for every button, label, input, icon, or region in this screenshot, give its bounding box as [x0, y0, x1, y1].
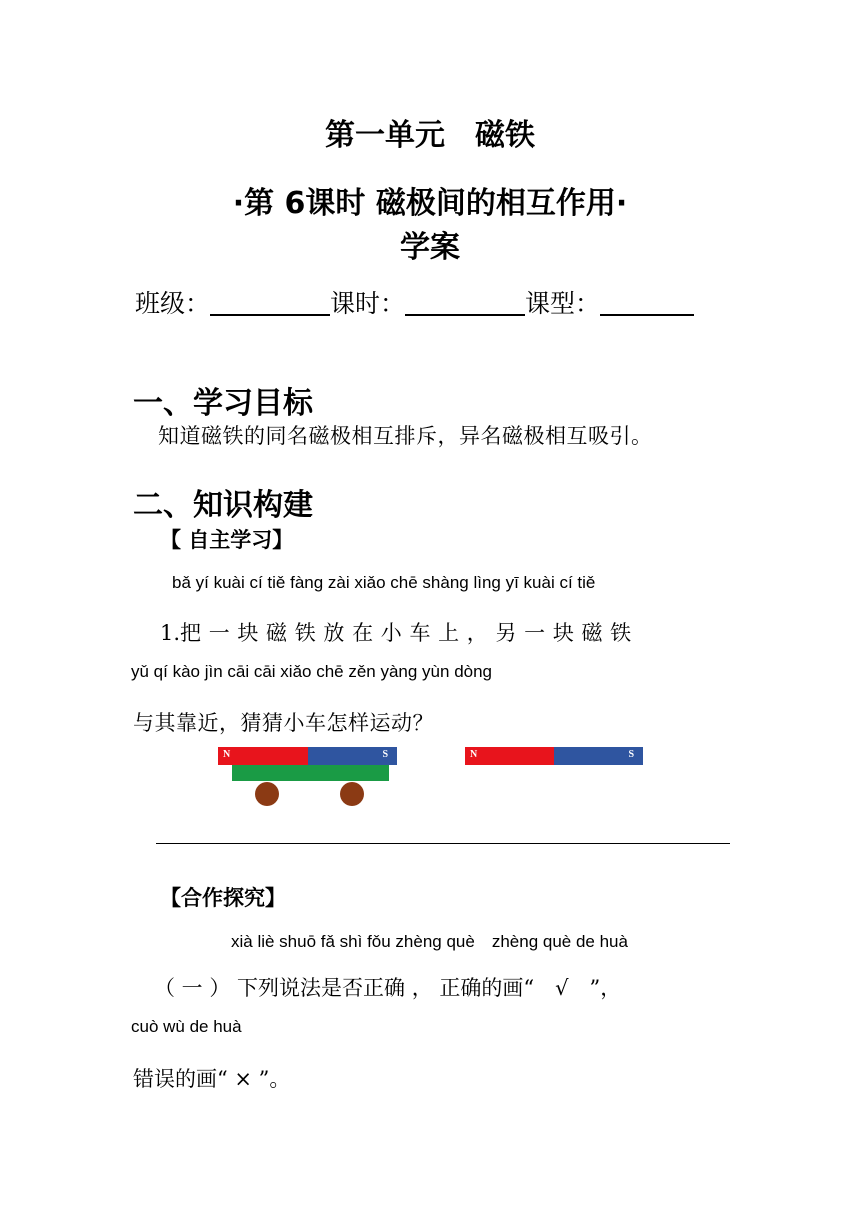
section-knowledge-heading: 二、知识构建 — [133, 488, 313, 523]
left-magnet-south — [308, 747, 397, 765]
type-label: 课型： — [525, 289, 601, 318]
right-magnet-south-label: S — [628, 749, 634, 760]
q2-text-line1: （ 一 ） 下列说法是否正确 ， 正确的画“ √ ”， — [154, 976, 622, 1000]
unit-title: 第一单元 磁铁 — [325, 118, 535, 153]
right-magnet-north-label: N — [470, 749, 478, 760]
right-magnet-south — [554, 747, 643, 765]
cart-body — [232, 765, 389, 781]
cart-wheel-right — [340, 782, 364, 806]
q2-text-line2: 错误的画“ × ”。 — [133, 1067, 291, 1091]
section-objectives-heading: 一、学习目标 — [133, 386, 313, 421]
info-line — [135, 284, 694, 320]
period-blank[interactable] — [405, 288, 525, 316]
left-magnet-north-label: N — [223, 749, 231, 760]
q1-text-line1: 1.把 一 块 磁 铁 放 在 小 车 上 ， 另 一 块 磁 铁 — [160, 621, 632, 645]
answer-line[interactable] — [156, 843, 730, 844]
q1-pinyin-line2: yǔ qí kào jìn cāi cāi xiǎo chē zěn yàng yùn dòng — [131, 662, 493, 681]
left-magnet-south-label: S — [382, 749, 388, 760]
cart-wheel-left — [255, 782, 279, 806]
q1-text-line2: 与其靠近，猜猜小车怎样运动？ — [133, 711, 434, 735]
q1-pinyin-line1: bǎ yí kuài cí tiě fàng zài xiǎo chē shàng lìng yī kuài cí tiě — [172, 573, 596, 592]
objectives-text: 知道磁铁的同名磁极相互排斥，异名磁极相互吸引。 — [158, 424, 653, 448]
doc-type-title: 学案 — [400, 230, 460, 265]
cooperative-label: 【合作探究】 — [160, 886, 286, 910]
type-blank[interactable] — [600, 288, 694, 316]
class-blank[interactable] — [210, 288, 330, 316]
q2-pinyin-line2: cuò wù de huà — [131, 1017, 242, 1036]
left-magnet-north — [218, 747, 308, 765]
lesson-title: ·第 6课时 磁极间的相互作用· — [232, 186, 628, 221]
self-study-label: 【 自主学习】 — [160, 528, 294, 552]
q2-pinyin-line1: xià liè shuō fǎ shì fǒu zhèng què zhèng què de huà — [231, 932, 628, 951]
class-label: 班级： — [135, 289, 211, 318]
right-magnet-north — [465, 747, 554, 765]
period-label: 课时： — [330, 289, 406, 318]
